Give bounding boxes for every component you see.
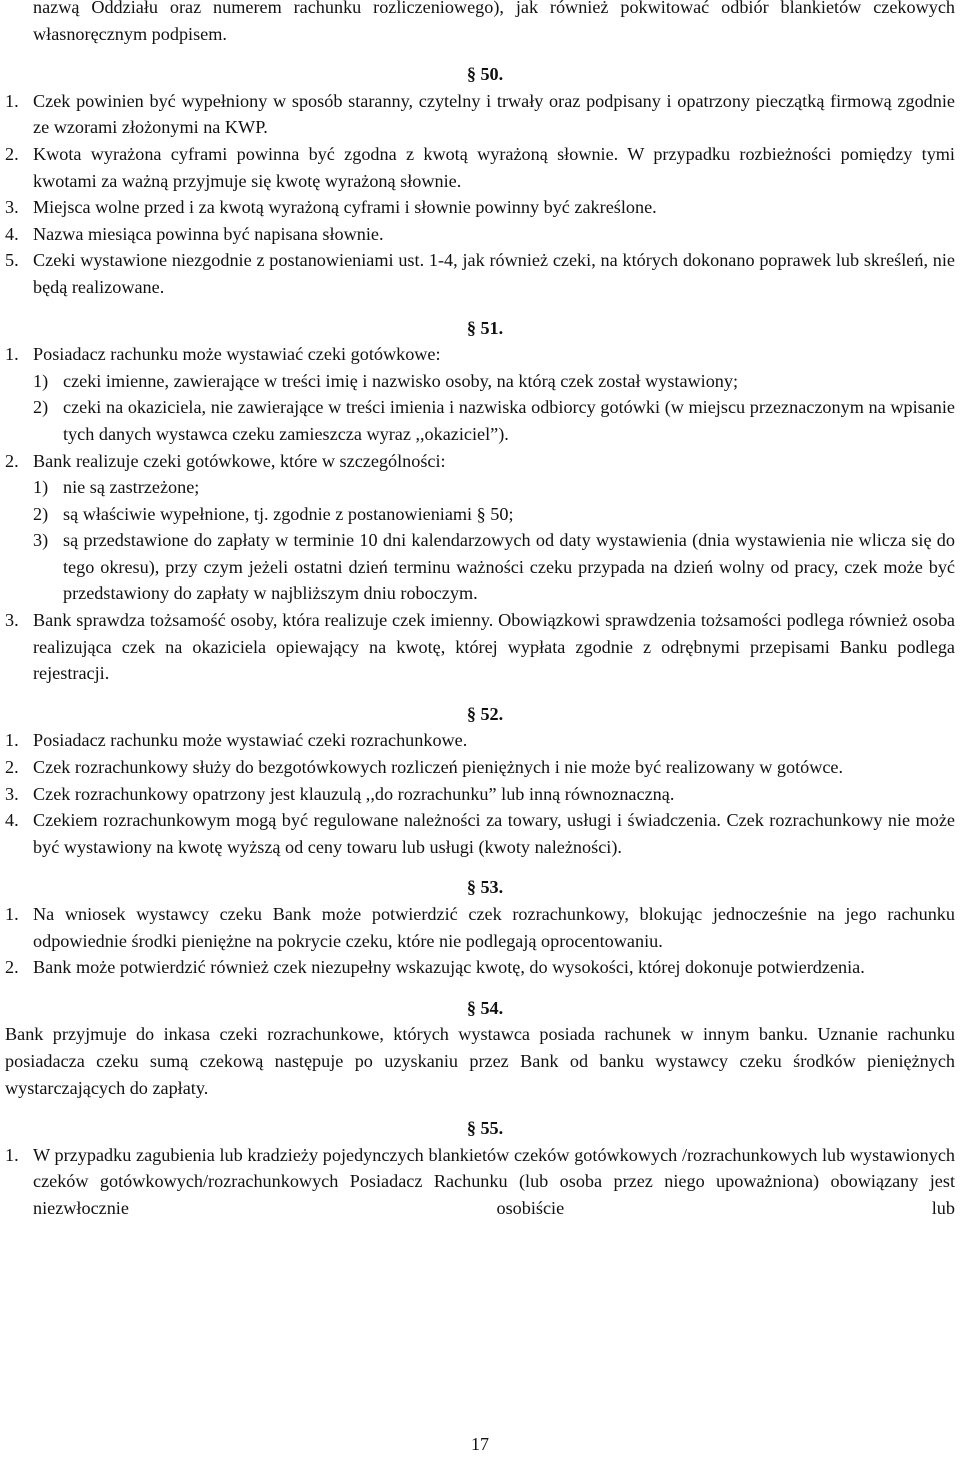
item-number: 3. (5, 197, 19, 218)
item-number: 5. (5, 250, 19, 271)
item-text: Czek rozrachunkowy służy do bezgotówkowych rozliczeń pieniężnych i nie może być realizowany w gotówce. (33, 757, 844, 778)
item-number: 2. (5, 450, 19, 471)
sub-item-text: czeki na okaziciela, nie zawierające w treści imienia i nazwiska odbiorcy gotówki (w miejscu przeznaczonym na wpisanie tych danych wystawca czeku zamieszcza wyraz ,,okaziciel”). (63, 397, 955, 444)
sub-item-text: czeki imienne, zawierające w treści imię i nazwisko osoby, na którą czek został wystawiony; (63, 370, 739, 391)
item-number: 2. (5, 757, 19, 778)
item-text: Kwota wyrażona cyframi powinna być zgodna z kwotą wyrażoną słownie. W przypadku rozbieżności pomiędzy tymi kwotami za ważną przyjmuje się kwotę wyrażoną słownie. (33, 143, 955, 191)
item-text: Czeki wystawione niezgodnie z postanowieniami ust. 1-4, jak również czeki, na których dokonano poprawek lub skreśleń, nie będą realizowane. (33, 250, 955, 297)
item-text: Czek powinien być wypełniony w sposób staranny, czytelny i trwały oraz podpisany i opatrzony pieczątką firmową zgodnie ze wzorami złożonymi na KWP. (33, 90, 955, 138)
list-item (5, 954, 955, 981)
item-text: Miejsca wolne przed i za kwotą wyrażoną cyframi i słownie powinny być zakreślone. (33, 197, 657, 218)
list-item (5, 247, 955, 300)
list-item (5, 341, 955, 368)
item-number: 1. (5, 344, 19, 365)
item-number: 3. (5, 610, 19, 631)
list-item (5, 754, 955, 781)
section-title-52: § 52. (466, 703, 504, 724)
section-title-55: § 55. (466, 1118, 504, 1139)
list-item (5, 901, 955, 954)
sub-item (5, 501, 955, 528)
list-item (5, 781, 955, 808)
list-item (5, 807, 955, 860)
item-number: 2. (5, 143, 19, 164)
sub-item-text: są przedstawione do zapłaty w terminie 10 dni kalendarzowych od daty wystawienia (dnia wystawienia nie wlicza się do tego okresu), przy czym jeżeli ostatni dzień terminu ważności czeku przypada na dzień wolny od pracy, czek może być przedstawiony do zapłaty w najbliższym dniu roboczym. (63, 530, 955, 604)
item-text: Czek rozrachunkowy opatrzony jest klauzulą ,,do rozrachunku” lub inną równoznaczną. (33, 783, 675, 804)
item-text: Bank może potwierdzić również czek niezupełny wskazując kwotę, do wysokości, której dokonuje potwierdzenia. (33, 957, 865, 978)
sub-item-number: 2) (33, 397, 49, 418)
section-title-54: § 54. (466, 997, 504, 1018)
list-item (5, 221, 955, 248)
item-text: Na wniosek wystawcy czeku Bank może potwierdzić czek rozrachunkowy, blokując jednocześnie na jego rachunku odpowiednie środki pieniężne na pokrycie czeku, które nie podlegają oprocentowaniu. (33, 904, 955, 951)
item-number: 1. (5, 1144, 19, 1165)
sub-item (5, 368, 955, 395)
item-number: 2. (5, 957, 19, 978)
list-item (5, 448, 955, 475)
item-text: Nazwa miesiąca powinna być napisana słownie. (33, 223, 384, 244)
sub-item-text: są właściwie wypełnione, tj. zgodnie z postanowieniami § 50; (63, 503, 514, 524)
sub-item-number: 1) (33, 477, 49, 498)
section-paragraph: Bank przyjmuje do inkasa czeki rozrachunkowe, których wystawca posiada rachunek w innym banku. Uznanie rachunku posiadacza czeku sumą czekową następuje po uzyskaniu przez Bank od banku wystawcy czeku środków pieniężnych wystarczających do zapłaty. (5, 1024, 955, 1098)
item-text: Posiadacz rachunku może wystawiać czeki rozrachunkowe. (33, 730, 468, 751)
sub-item-number: 1) (33, 370, 49, 391)
sub-item (5, 394, 955, 447)
list-item (5, 727, 955, 754)
sub-item-text: nie są zastrzeżone; (63, 477, 200, 498)
sub-item-number: 3) (33, 530, 49, 551)
list-item (5, 88, 955, 141)
sub-item-number: 2) (33, 503, 49, 524)
item-text: Posiadacz rachunku może wystawiać czeki gotówkowe: (33, 344, 441, 365)
item-text: W przypadku zagubienia lub kradzieży pojedynczych blankietów czeków gotówkowych /rozrachunkowych lub wystawionych czeków gotówkowych/rozrachunkowych Posiadacz Rachunku (lub osoba przez niego upoważniona) obowiązany jest niezwłocznie osobiście lub (33, 1144, 955, 1218)
item-number: 1. (5, 730, 19, 751)
item-number: 1. (5, 904, 19, 924)
section-title-53: § 53. (466, 877, 504, 898)
list-item (5, 194, 955, 221)
sub-item (5, 527, 955, 607)
item-text: Bank sprawdza tożsamość osoby, która realizuje czek imienny. Obowiązkowi sprawdzenia tożsamości podlega również osoba realizująca czek na okaziciela opiewający na kwotę, której wypłata zgodnie z odrębnymi przepisami Banku podlega rejestracji. (33, 610, 955, 684)
item-text: Bank realizuje czeki gotówkowe, które w szczególności: (33, 450, 446, 471)
item-text: Czekiem rozrachunkowym mogą być regulowane należności za towary, usługi i świadczenia. Czek rozrachunkowy nie może być wystawiony na kwotę wyższą od ceny towaru lub usługi (kwoty należności). (33, 810, 955, 857)
intro-paragraph: nazwą Oddziału oraz numerem rachunku rozliczeniowego), jak również pokwitować odbiór blankietów czekowych własnoręcznym podpisem. (33, 0, 955, 44)
list-item (5, 1142, 955, 1222)
item-number: 4. (5, 223, 19, 244)
page-number: 17 (471, 1434, 489, 1454)
section-title-50: § 50. (466, 64, 504, 85)
section-title-51: § 51. (466, 317, 504, 338)
item-number: 4. (5, 810, 19, 831)
item-number: 3. (5, 783, 19, 804)
list-item (5, 607, 955, 687)
list-item (5, 141, 955, 194)
item-number: 1. (5, 90, 19, 111)
sub-item (5, 474, 955, 501)
